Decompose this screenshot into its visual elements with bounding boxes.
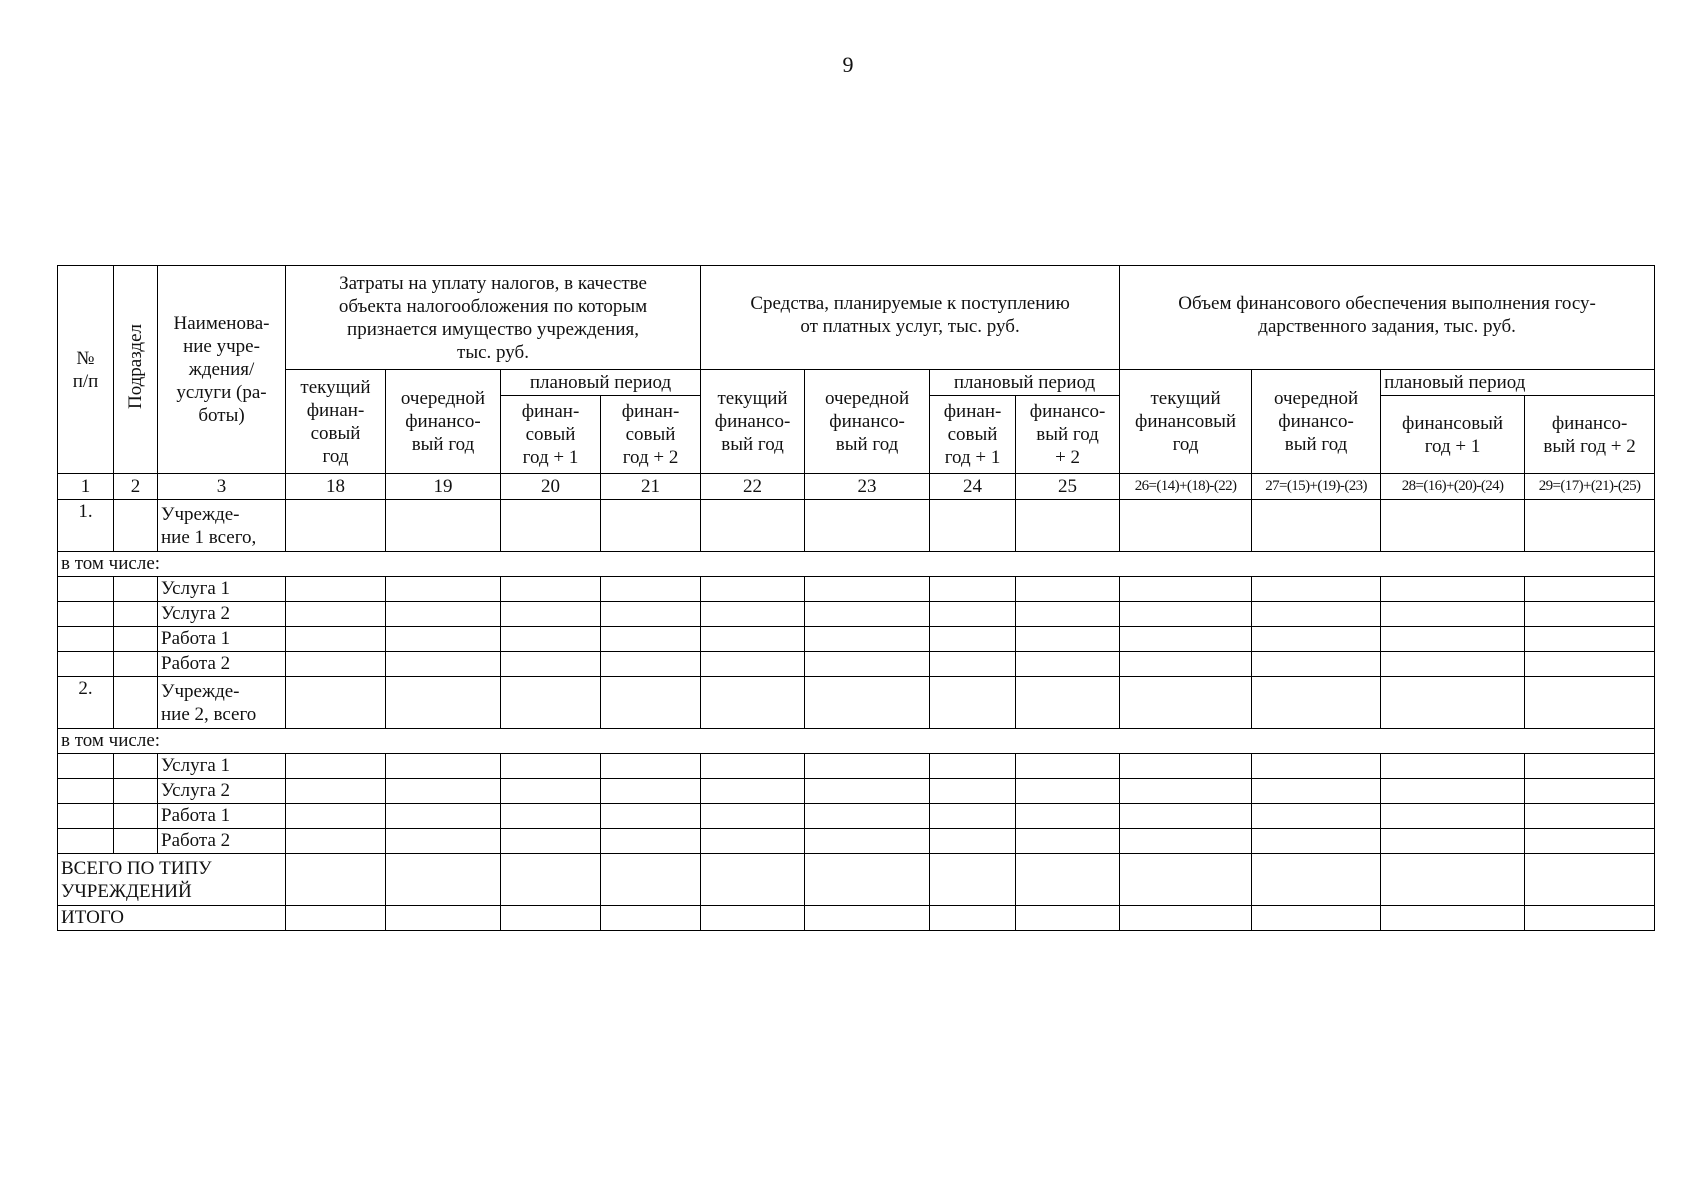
- empty-cell: [930, 652, 1016, 677]
- header-vol-plus1: финансовый год + 1: [1381, 396, 1525, 474]
- column-number: 28=(16)+(20)-(24): [1381, 474, 1525, 500]
- column-number: 20: [501, 474, 601, 500]
- header-num: № п/п: [58, 266, 114, 474]
- empty-cell: [1381, 754, 1525, 779]
- total-type-label: ВСЕГО ПО ТИПУ УЧРЕЖДЕНИЙ: [58, 854, 286, 906]
- empty-cell: [114, 779, 158, 804]
- row-name: Услуга 1: [158, 577, 286, 602]
- empty-cell: [1120, 652, 1252, 677]
- empty-cell: [805, 500, 930, 552]
- empty-cell: [58, 577, 114, 602]
- empty-cell: [386, 677, 501, 729]
- empty-cell: [930, 754, 1016, 779]
- empty-cell: [1525, 652, 1655, 677]
- empty-cell: [805, 854, 930, 906]
- empty-cell: [114, 602, 158, 627]
- header-vol-next: очередной финансо- вый год: [1252, 370, 1381, 474]
- row-name: Учрежде- ние 1 всего,: [158, 500, 286, 552]
- empty-cell: [930, 577, 1016, 602]
- column-number: 22: [701, 474, 805, 500]
- empty-cell: [1381, 500, 1525, 552]
- table-row: [58, 754, 1655, 779]
- header-vol-planned-period: плановый период: [1381, 370, 1655, 396]
- empty-cell: [386, 754, 501, 779]
- empty-cell: [1525, 829, 1655, 854]
- empty-cell: [601, 500, 701, 552]
- empty-cell: [1120, 677, 1252, 729]
- column-number: 23: [805, 474, 930, 500]
- header-paid-planned-period: плановый период: [930, 370, 1120, 396]
- including-label: в том числе:: [58, 729, 1655, 754]
- total-type-row: [58, 854, 1655, 906]
- empty-cell: [286, 602, 386, 627]
- header-row-periods: [58, 370, 1655, 396]
- empty-cell: [386, 500, 501, 552]
- row-name: Услуга 2: [158, 779, 286, 804]
- empty-cell: [601, 627, 701, 652]
- header-vol-plus2: финансо- вый год + 2: [1525, 396, 1655, 474]
- empty-cell: [114, 652, 158, 677]
- empty-cell: [386, 577, 501, 602]
- empty-cell: [386, 804, 501, 829]
- header-name: Наименова- ние учре- ждения/ услуги (ра- боты): [158, 266, 286, 474]
- empty-cell: [58, 602, 114, 627]
- empty-cell: [1120, 804, 1252, 829]
- empty-cell: [601, 854, 701, 906]
- empty-cell: [601, 906, 701, 931]
- empty-cell: [1016, 829, 1120, 854]
- empty-cell: [501, 754, 601, 779]
- empty-cell: [805, 779, 930, 804]
- empty-cell: [1381, 829, 1525, 854]
- empty-cell: [601, 677, 701, 729]
- empty-cell: [1120, 829, 1252, 854]
- column-number: 29=(17)+(21)-(25): [1525, 474, 1655, 500]
- empty-cell: [286, 779, 386, 804]
- empty-cell: [386, 829, 501, 854]
- empty-cell: [701, 602, 805, 627]
- empty-cell: [1252, 804, 1381, 829]
- empty-cell: [1016, 779, 1120, 804]
- empty-cell: [1381, 577, 1525, 602]
- empty-cell: [930, 906, 1016, 931]
- empty-cell: [114, 577, 158, 602]
- empty-cell: [1016, 906, 1120, 931]
- empty-cell: [1525, 854, 1655, 906]
- empty-cell: [1525, 602, 1655, 627]
- empty-cell: [805, 906, 930, 931]
- empty-cell: [114, 804, 158, 829]
- empty-cell: [1525, 754, 1655, 779]
- empty-cell: [701, 779, 805, 804]
- row-number: 2.: [58, 677, 114, 729]
- empty-cell: [58, 652, 114, 677]
- header-paid-plus1: финан- совый год + 1: [930, 396, 1016, 474]
- empty-cell: [58, 804, 114, 829]
- empty-cell: [701, 854, 805, 906]
- header-row-groups: [58, 266, 1655, 370]
- column-number: 26=(14)+(18)-(22): [1120, 474, 1252, 500]
- including-row: [58, 729, 1655, 754]
- empty-cell: [286, 906, 386, 931]
- empty-cell: [1381, 677, 1525, 729]
- empty-cell: [286, 577, 386, 602]
- empty-cell: [501, 652, 601, 677]
- empty-cell: [501, 854, 601, 906]
- header-taxes-planned-period: плановый период: [501, 370, 701, 396]
- empty-cell: [601, 804, 701, 829]
- empty-cell: [1016, 577, 1120, 602]
- empty-cell: [501, 577, 601, 602]
- row-name: Учрежде- ние 2, всего: [158, 677, 286, 729]
- empty-cell: [1252, 854, 1381, 906]
- empty-cell: [386, 627, 501, 652]
- row-name: Работа 1: [158, 627, 286, 652]
- column-number: 3: [158, 474, 286, 500]
- empty-cell: [114, 500, 158, 552]
- empty-cell: [1252, 906, 1381, 931]
- empty-cell: [286, 627, 386, 652]
- row-name: Работа 1: [158, 804, 286, 829]
- header-subsection-cell: [114, 266, 158, 474]
- column-number: 24: [930, 474, 1016, 500]
- empty-cell: [1016, 754, 1120, 779]
- table-row: [58, 627, 1655, 652]
- header-group-taxes: Затраты на уплату налогов, в качестве объекта налогообложения по которым признается имущество учреждения, тыс. руб.: [286, 266, 701, 370]
- empty-cell: [1525, 627, 1655, 652]
- empty-cell: [1381, 906, 1525, 931]
- empty-cell: [1016, 500, 1120, 552]
- column-number: 21: [601, 474, 701, 500]
- empty-cell: [1381, 779, 1525, 804]
- empty-cell: [701, 500, 805, 552]
- empty-cell: [114, 754, 158, 779]
- empty-cell: [930, 677, 1016, 729]
- grand-total-row: [58, 906, 1655, 931]
- empty-cell: [501, 804, 601, 829]
- empty-cell: [1525, 906, 1655, 931]
- empty-cell: [386, 602, 501, 627]
- header-group-paid: Средства, планируемые к поступлению от платных услуг, тыс. руб.: [701, 266, 1120, 370]
- empty-cell: [1252, 577, 1381, 602]
- empty-cell: [1252, 829, 1381, 854]
- empty-cell: [1120, 779, 1252, 804]
- empty-cell: [930, 627, 1016, 652]
- table-row: [58, 829, 1655, 854]
- empty-cell: [1120, 854, 1252, 906]
- table-row: [58, 602, 1655, 627]
- table-row: [58, 577, 1655, 602]
- empty-cell: [1016, 652, 1120, 677]
- empty-cell: [1016, 804, 1120, 829]
- empty-cell: [1525, 804, 1655, 829]
- empty-cell: [601, 577, 701, 602]
- empty-cell: [805, 677, 930, 729]
- including-label: в том числе:: [58, 552, 1655, 577]
- page-number: 9: [842, 52, 854, 77]
- empty-cell: [701, 627, 805, 652]
- empty-cell: [805, 754, 930, 779]
- empty-cell: [805, 627, 930, 652]
- empty-cell: [601, 652, 701, 677]
- empty-cell: [1016, 602, 1120, 627]
- empty-cell: [501, 500, 601, 552]
- empty-cell: [1120, 602, 1252, 627]
- empty-cell: [601, 779, 701, 804]
- column-number: 25: [1016, 474, 1120, 500]
- header-taxes-next: очередной финансо- вый год: [386, 370, 501, 474]
- empty-cell: [805, 602, 930, 627]
- empty-cell: [58, 754, 114, 779]
- empty-cell: [501, 829, 601, 854]
- empty-cell: [1525, 577, 1655, 602]
- empty-cell: [386, 652, 501, 677]
- row-name: Услуга 2: [158, 602, 286, 627]
- row-name: Работа 2: [158, 829, 286, 854]
- empty-cell: [1252, 677, 1381, 729]
- empty-cell: [501, 906, 601, 931]
- empty-cell: [930, 779, 1016, 804]
- empty-cell: [805, 652, 930, 677]
- empty-cell: [114, 627, 158, 652]
- empty-cell: [930, 602, 1016, 627]
- header-group-volume: Объем финансового обеспечения выполнения госу- дарственного задания, тыс. руб.: [1120, 266, 1655, 370]
- row-number: 1.: [58, 500, 114, 552]
- empty-cell: [386, 854, 501, 906]
- empty-cell: [805, 804, 930, 829]
- table-row: [58, 652, 1655, 677]
- institution-row: [58, 677, 1655, 729]
- empty-cell: [501, 602, 601, 627]
- header-taxes-current: текущий финан- совый год: [286, 370, 386, 474]
- empty-cell: [701, 906, 805, 931]
- row-name: Услуга 1: [158, 754, 286, 779]
- empty-cell: [601, 602, 701, 627]
- empty-cell: [1525, 779, 1655, 804]
- empty-cell: [114, 677, 158, 729]
- empty-cell: [1120, 577, 1252, 602]
- empty-cell: [701, 829, 805, 854]
- empty-cell: [501, 677, 601, 729]
- empty-cell: [701, 754, 805, 779]
- empty-cell: [58, 627, 114, 652]
- row-name: Работа 2: [158, 652, 286, 677]
- empty-cell: [930, 804, 1016, 829]
- grand-total-label: ИТОГО: [58, 906, 286, 931]
- empty-cell: [501, 779, 601, 804]
- empty-cell: [286, 854, 386, 906]
- header-paid-next: очередной финансо- вый год: [805, 370, 930, 474]
- table-row: [58, 779, 1655, 804]
- table-row: [58, 804, 1655, 829]
- empty-cell: [701, 677, 805, 729]
- column-number: 19: [386, 474, 501, 500]
- empty-cell: [1252, 779, 1381, 804]
- empty-cell: [1525, 677, 1655, 729]
- empty-cell: [1252, 652, 1381, 677]
- empty-cell: [286, 500, 386, 552]
- empty-cell: [930, 829, 1016, 854]
- header-taxes-plus1: финан- совый год + 1: [501, 396, 601, 474]
- empty-cell: [601, 754, 701, 779]
- empty-cell: [1252, 627, 1381, 652]
- institution-row: [58, 500, 1655, 552]
- empty-cell: [58, 779, 114, 804]
- empty-cell: [1120, 627, 1252, 652]
- empty-cell: [286, 804, 386, 829]
- header-taxes-plus2: финан- совый год + 2: [601, 396, 701, 474]
- empty-cell: [1252, 754, 1381, 779]
- empty-cell: [930, 854, 1016, 906]
- empty-cell: [286, 829, 386, 854]
- empty-cell: [1120, 906, 1252, 931]
- empty-cell: [930, 500, 1016, 552]
- header-paid-plus2: финансо- вый год + 2: [1016, 396, 1120, 474]
- empty-cell: [601, 829, 701, 854]
- column-number: 27=(15)+(19)-(23): [1252, 474, 1381, 500]
- empty-cell: [805, 577, 930, 602]
- empty-cell: [1525, 500, 1655, 552]
- header-subsection: Подраздел: [125, 323, 146, 410]
- empty-cell: [286, 754, 386, 779]
- empty-cell: [386, 779, 501, 804]
- empty-cell: [1252, 500, 1381, 552]
- empty-cell: [1016, 854, 1120, 906]
- empty-cell: [1120, 500, 1252, 552]
- empty-cell: [114, 829, 158, 854]
- empty-cell: [1016, 627, 1120, 652]
- budget-table: [57, 265, 1655, 931]
- empty-cell: [701, 804, 805, 829]
- column-numbers-row: [58, 474, 1655, 500]
- column-number: 2: [114, 474, 158, 500]
- including-row: [58, 552, 1655, 577]
- header-vol-current: текущий финансовый год: [1120, 370, 1252, 474]
- empty-cell: [701, 577, 805, 602]
- empty-cell: [1016, 677, 1120, 729]
- empty-cell: [286, 652, 386, 677]
- empty-cell: [286, 677, 386, 729]
- empty-cell: [1381, 804, 1525, 829]
- empty-cell: [501, 627, 601, 652]
- empty-cell: [1381, 602, 1525, 627]
- header-paid-current: текущий финансо- вый год: [701, 370, 805, 474]
- column-number: 18: [286, 474, 386, 500]
- empty-cell: [805, 829, 930, 854]
- empty-cell: [1120, 754, 1252, 779]
- empty-cell: [701, 652, 805, 677]
- empty-cell: [1381, 627, 1525, 652]
- empty-cell: [1381, 854, 1525, 906]
- empty-cell: [386, 906, 501, 931]
- empty-cell: [1252, 602, 1381, 627]
- empty-cell: [1381, 652, 1525, 677]
- empty-cell: [58, 829, 114, 854]
- column-number: 1: [58, 474, 114, 500]
